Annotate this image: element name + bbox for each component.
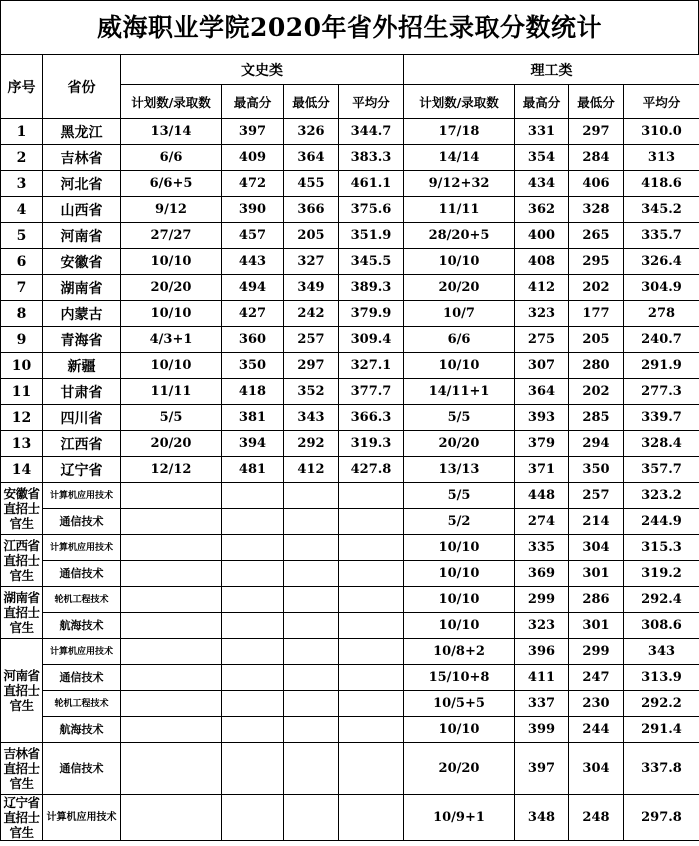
arts-max-empty [222,691,284,717]
row-arts-plan: 10/10 [121,353,222,379]
row-province: 江西省 [43,431,121,457]
special-row [1,509,699,535]
row-sci-min: 280 [569,353,624,379]
arts-min-empty [284,561,339,587]
special-sci-min: 230 [569,691,624,717]
arts-max-empty [222,795,284,841]
special-major-name: 轮机工程技术 [43,691,121,717]
special-sci-min: 214 [569,509,624,535]
special-sci-avg: 244.9 [624,509,699,535]
row-sci-plan: 5/5 [404,405,515,431]
header-arts-avg: 平均分 [339,85,404,119]
row-seq: 9 [1,327,43,353]
row-arts-avg: 319.3 [339,431,404,457]
arts-avg-empty [339,639,404,665]
row-arts-min: 343 [284,405,339,431]
arts-max-empty [222,483,284,509]
arts-min-empty [284,509,339,535]
row-arts-min: 297 [284,353,339,379]
row-arts-plan: 20/20 [121,431,222,457]
row-province: 湖南省 [43,275,121,301]
row-sci-avg: 240.7 [624,327,699,353]
row-sci-avg: 357.7 [624,457,699,483]
row-arts-avg: 375.6 [339,197,404,223]
special-sci-avg: 308.6 [624,613,699,639]
arts-avg-empty [339,561,404,587]
arts-plan-empty [121,665,222,691]
row-arts-plan: 20/20 [121,275,222,301]
row-seq: 10 [1,353,43,379]
special-row [1,691,699,717]
row-arts-plan: 6/6 [121,145,222,171]
table-row [1,275,699,301]
table-row [1,145,699,171]
row-sci-max: 434 [515,171,569,197]
row-sci-avg: 277.3 [624,379,699,405]
special-row [1,639,699,665]
special-sci-plan: 20/20 [404,743,515,795]
arts-min-empty [284,587,339,613]
table-row [1,379,699,405]
row-sci-max: 371 [515,457,569,483]
row-province: 安徽省 [43,249,121,275]
row-arts-avg: 377.7 [339,379,404,405]
row-province: 河南省 [43,223,121,249]
row-sci-plan: 11/11 [404,197,515,223]
row-arts-avg: 379.9 [339,301,404,327]
row-sci-plan: 17/18 [404,119,515,145]
row-sci-plan: 10/7 [404,301,515,327]
special-major-name: 航海技术 [43,613,121,639]
row-sci-min: 205 [569,327,624,353]
row-province: 吉林省 [43,145,121,171]
row-arts-avg: 345.5 [339,249,404,275]
row-sci-max: 393 [515,405,569,431]
row-sci-avg: 339.7 [624,405,699,431]
arts-min-empty [284,743,339,795]
row-sci-max: 408 [515,249,569,275]
special-sci-plan: 10/10 [404,561,515,587]
special-major-name: 通信技术 [43,743,121,795]
arts-avg-empty [339,587,404,613]
row-arts-min: 352 [284,379,339,405]
row-sci-avg: 335.7 [624,223,699,249]
arts-avg-empty [339,665,404,691]
special-sci-max: 411 [515,665,569,691]
special-sci-plan: 10/10 [404,613,515,639]
special-row [1,613,699,639]
arts-max-empty [222,639,284,665]
arts-max-empty [222,613,284,639]
arts-max-empty [222,509,284,535]
header-arts-max: 最高分 [222,85,284,119]
arts-min-empty [284,639,339,665]
row-seq: 14 [1,457,43,483]
row-sci-plan: 14/11+1 [404,379,515,405]
row-arts-max: 390 [222,197,284,223]
row-arts-max: 394 [222,431,284,457]
row-sci-plan: 6/6 [404,327,515,353]
row-sci-plan: 9/12+32 [404,171,515,197]
row-arts-min: 364 [284,145,339,171]
arts-avg-empty [339,691,404,717]
arts-plan-empty [121,795,222,841]
row-arts-avg: 461.1 [339,171,404,197]
row-arts-min: 412 [284,457,339,483]
special-sci-avg: 319.2 [624,561,699,587]
header-seq: 序号 [1,55,43,119]
special-sci-max: 335 [515,535,569,561]
arts-plan-empty [121,535,222,561]
arts-max-empty [222,535,284,561]
row-seq: 7 [1,275,43,301]
row-province: 甘肃省 [43,379,121,405]
row-sci-max: 323 [515,301,569,327]
special-sci-avg: 297.8 [624,795,699,841]
row-arts-avg: 383.3 [339,145,404,171]
row-arts-max: 457 [222,223,284,249]
arts-plan-empty [121,483,222,509]
table-row [1,197,699,223]
arts-min-empty [284,613,339,639]
special-sci-min: 301 [569,613,624,639]
row-arts-max: 350 [222,353,284,379]
row-arts-plan: 5/5 [121,405,222,431]
special-sci-plan: 10/10 [404,587,515,613]
special-sci-plan: 10/5+5 [404,691,515,717]
header-sci-plan: 计划数/录取数 [404,85,515,119]
special-major-name: 轮机工程技术 [43,587,121,613]
row-seq: 8 [1,301,43,327]
row-arts-min: 257 [284,327,339,353]
row-sci-avg: 291.9 [624,353,699,379]
row-sci-min: 202 [569,275,624,301]
row-sci-min: 297 [569,119,624,145]
row-seq: 5 [1,223,43,249]
row-sci-max: 307 [515,353,569,379]
row-province: 四川省 [43,405,121,431]
row-province: 山西省 [43,197,121,223]
row-arts-min: 292 [284,431,339,457]
arts-plan-empty [121,717,222,743]
header-sci-avg: 平均分 [624,85,699,119]
row-arts-max: 443 [222,249,284,275]
special-group-label: 吉林省直招士官生 [1,743,43,795]
special-row [1,665,699,691]
table-row [1,301,699,327]
row-arts-plan: 12/12 [121,457,222,483]
row-sci-plan: 20/20 [404,431,515,457]
special-sci-avg: 315.3 [624,535,699,561]
special-sci-plan: 5/5 [404,483,515,509]
arts-avg-empty [339,535,404,561]
row-seq: 11 [1,379,43,405]
header-row-groups [1,55,699,85]
arts-plan-empty [121,587,222,613]
row-arts-min: 455 [284,171,339,197]
row-sci-plan: 14/14 [404,145,515,171]
arts-min-empty [284,717,339,743]
special-sci-min: 248 [569,795,624,841]
row-sci-plan: 10/10 [404,353,515,379]
row-sci-max: 379 [515,431,569,457]
row-sci-min: 177 [569,301,624,327]
arts-avg-empty [339,509,404,535]
arts-max-empty [222,587,284,613]
row-arts-min: 327 [284,249,339,275]
row-province: 黑龙江 [43,119,121,145]
special-sci-avg: 323.2 [624,483,699,509]
arts-max-empty [222,665,284,691]
special-row [1,717,699,743]
row-sci-avg: 278 [624,301,699,327]
header-sci-min: 最低分 [569,85,624,119]
row-arts-plan: 27/27 [121,223,222,249]
special-group-label: 安徽省直招士官生 [1,483,43,535]
table-row [1,171,699,197]
row-arts-max: 360 [222,327,284,353]
row-arts-plan: 9/12 [121,197,222,223]
special-sci-max: 348 [515,795,569,841]
arts-plan-empty [121,561,222,587]
row-sci-min: 202 [569,379,624,405]
row-sci-avg: 418.6 [624,171,699,197]
row-sci-avg: 326.4 [624,249,699,275]
row-sci-plan: 13/13 [404,457,515,483]
special-sci-plan: 10/9+1 [404,795,515,841]
row-sci-avg: 310.0 [624,119,699,145]
row-sci-max: 331 [515,119,569,145]
arts-plan-empty [121,691,222,717]
special-sci-plan: 5/2 [404,509,515,535]
score-table [0,54,699,841]
special-sci-plan: 10/10 [404,717,515,743]
row-sci-avg: 313 [624,145,699,171]
table-body [1,55,699,841]
special-row [1,535,699,561]
table-row [1,431,699,457]
special-major-name: 计算机应用技术 [43,535,121,561]
special-sci-max: 369 [515,561,569,587]
row-arts-min: 205 [284,223,339,249]
row-arts-min: 242 [284,301,339,327]
special-sci-max: 337 [515,691,569,717]
table-row [1,223,699,249]
arts-min-empty [284,483,339,509]
special-sci-max: 448 [515,483,569,509]
row-sci-max: 275 [515,327,569,353]
special-major-name: 通信技术 [43,509,121,535]
table-row [1,119,699,145]
row-sci-min: 350 [569,457,624,483]
row-arts-max: 494 [222,275,284,301]
arts-min-empty [284,665,339,691]
special-major-name: 通信技术 [43,665,121,691]
row-sci-max: 354 [515,145,569,171]
arts-avg-empty [339,795,404,841]
row-sci-max: 362 [515,197,569,223]
header-arts-plan: 计划数/录取数 [121,85,222,119]
row-arts-avg: 366.3 [339,405,404,431]
row-seq: 2 [1,145,43,171]
row-sci-max: 400 [515,223,569,249]
special-row [1,483,699,509]
row-province: 新疆 [43,353,121,379]
arts-min-empty [284,691,339,717]
special-major-name: 计算机应用技术 [43,795,121,841]
special-sci-avg: 313.9 [624,665,699,691]
row-seq: 13 [1,431,43,457]
arts-max-empty [222,717,284,743]
special-sci-min: 247 [569,665,624,691]
row-sci-min: 406 [569,171,624,197]
row-province: 青海省 [43,327,121,353]
special-major-name: 计算机应用技术 [43,639,121,665]
special-sci-min: 301 [569,561,624,587]
row-arts-avg: 427.8 [339,457,404,483]
row-sci-max: 412 [515,275,569,301]
row-sci-avg: 345.2 [624,197,699,223]
row-arts-min: 366 [284,197,339,223]
special-sci-min: 304 [569,743,624,795]
arts-min-empty [284,535,339,561]
row-seq: 1 [1,119,43,145]
row-seq: 12 [1,405,43,431]
arts-plan-empty [121,613,222,639]
arts-max-empty [222,743,284,795]
header-arts-min: 最低分 [284,85,339,119]
special-row [1,743,699,795]
row-arts-avg: 344.7 [339,119,404,145]
page-title: 威海职业学院2020年省外招生录取分数统计 [0,0,699,54]
arts-avg-empty [339,483,404,509]
row-arts-max: 427 [222,301,284,327]
table-row [1,249,699,275]
row-sci-plan: 20/20 [404,275,515,301]
row-province: 辽宁省 [43,457,121,483]
row-sci-min: 284 [569,145,624,171]
row-arts-max: 397 [222,119,284,145]
header-arts-group: 文史类 [121,55,404,85]
row-arts-min: 326 [284,119,339,145]
row-arts-plan: 13/14 [121,119,222,145]
special-sci-max: 323 [515,613,569,639]
row-seq: 6 [1,249,43,275]
header-science-group: 理工类 [404,55,699,85]
special-sci-min: 257 [569,483,624,509]
special-sci-plan: 15/10+8 [404,665,515,691]
special-major-name: 通信技术 [43,561,121,587]
row-arts-max: 472 [222,171,284,197]
arts-avg-empty [339,717,404,743]
special-sci-avg: 337.8 [624,743,699,795]
row-province: 河北省 [43,171,121,197]
special-sci-avg: 291.4 [624,717,699,743]
special-sci-min: 304 [569,535,624,561]
table-row [1,457,699,483]
table-row [1,405,699,431]
row-arts-avg: 309.4 [339,327,404,353]
arts-max-empty [222,561,284,587]
row-sci-min: 295 [569,249,624,275]
row-arts-max: 481 [222,457,284,483]
row-arts-plan: 4/3+1 [121,327,222,353]
row-seq: 4 [1,197,43,223]
row-sci-min: 265 [569,223,624,249]
row-arts-plan: 10/10 [121,301,222,327]
row-sci-min: 285 [569,405,624,431]
special-row [1,587,699,613]
special-sci-plan: 10/10 [404,535,515,561]
row-arts-max: 381 [222,405,284,431]
row-seq: 3 [1,171,43,197]
row-sci-max: 364 [515,379,569,405]
arts-avg-empty [339,613,404,639]
arts-avg-empty [339,743,404,795]
special-group-label: 江西省直招士官生 [1,535,43,587]
row-sci-avg: 328.4 [624,431,699,457]
arts-min-empty [284,795,339,841]
special-row [1,561,699,587]
special-sci-max: 299 [515,587,569,613]
row-arts-max: 409 [222,145,284,171]
special-group-label: 辽宁省直招士官生 [1,795,43,841]
special-sci-plan: 10/8+2 [404,639,515,665]
row-arts-avg: 389.3 [339,275,404,301]
arts-plan-empty [121,639,222,665]
row-arts-avg: 327.1 [339,353,404,379]
special-major-name: 计算机应用技术 [43,483,121,509]
arts-plan-empty [121,509,222,535]
row-sci-min: 294 [569,431,624,457]
row-sci-avg: 304.9 [624,275,699,301]
row-arts-avg: 351.9 [339,223,404,249]
table-row [1,353,699,379]
special-sci-max: 399 [515,717,569,743]
row-sci-min: 328 [569,197,624,223]
special-sci-max: 396 [515,639,569,665]
special-sci-min: 244 [569,717,624,743]
special-sci-avg: 292.2 [624,691,699,717]
table-row [1,327,699,353]
special-sci-avg: 292.4 [624,587,699,613]
special-sci-avg: 343 [624,639,699,665]
row-arts-plan: 10/10 [121,249,222,275]
header-sci-max: 最高分 [515,85,569,119]
row-province: 内蒙古 [43,301,121,327]
special-group-label: 湖南省直招士官生 [1,587,43,639]
row-sci-plan: 28/20+5 [404,223,515,249]
arts-plan-empty [121,743,222,795]
row-arts-plan: 6/6+5 [121,171,222,197]
special-sci-max: 397 [515,743,569,795]
special-major-name: 航海技术 [43,717,121,743]
special-sci-max: 274 [515,509,569,535]
special-row [1,795,699,841]
special-group-label: 河南省直招士官生 [1,639,43,743]
row-arts-max: 418 [222,379,284,405]
row-arts-min: 349 [284,275,339,301]
row-arts-plan: 11/11 [121,379,222,405]
special-sci-min: 286 [569,587,624,613]
special-sci-min: 299 [569,639,624,665]
row-sci-plan: 10/10 [404,249,515,275]
header-province: 省份 [43,55,121,119]
